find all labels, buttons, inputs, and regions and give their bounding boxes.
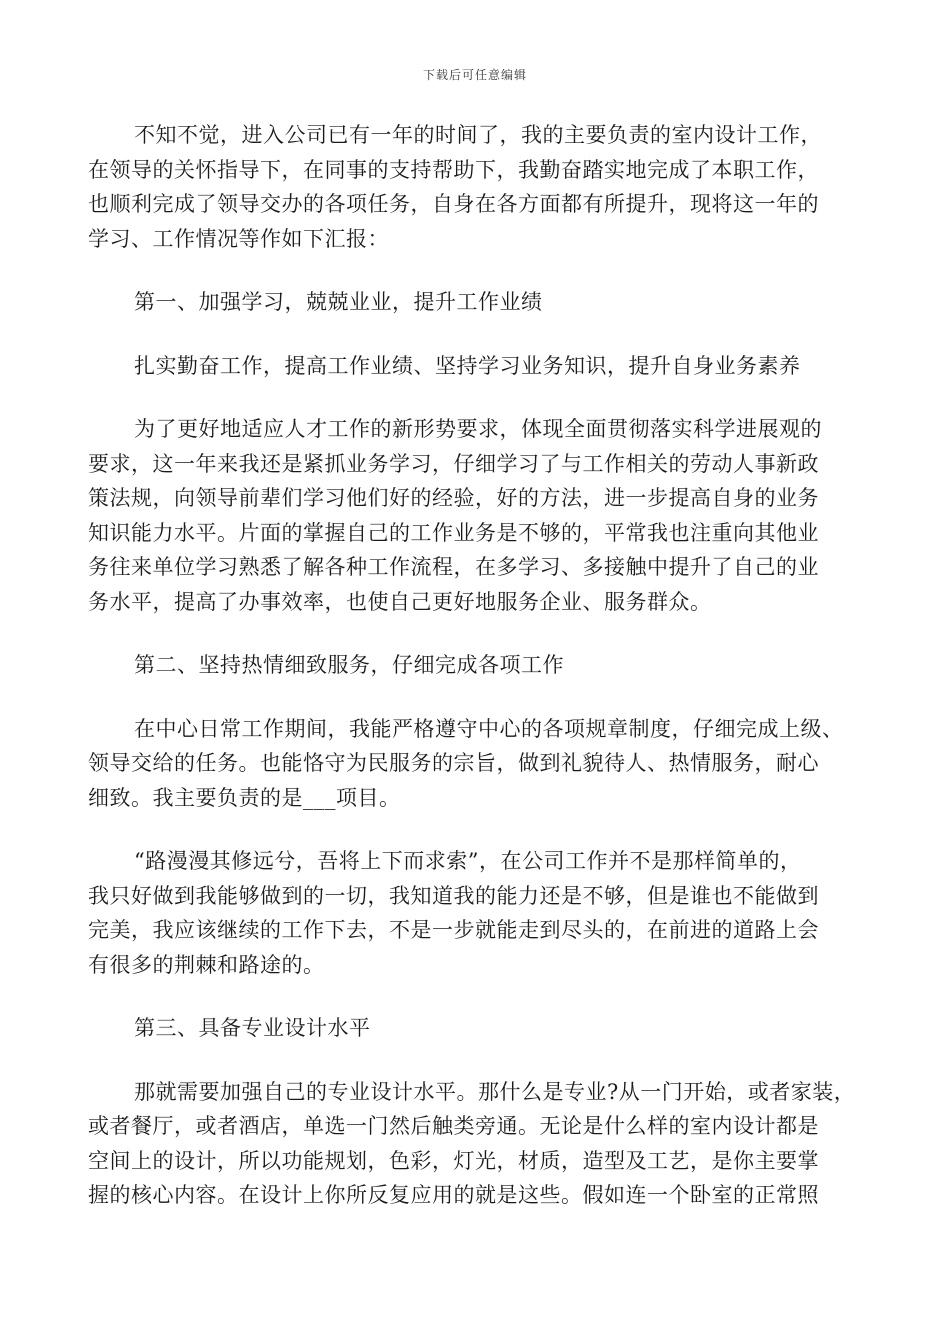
paragraph-line: 那就需要加强自己的专业设计水平。那什么是专业?从一门开始，或者家装， xyxy=(134,1079,856,1104)
paragraph xyxy=(88,844,868,982)
paragraph-line: 策法规，向领导前辈们学习他们好的经验，好的方法，进一步提高自身的业务 xyxy=(88,486,819,510)
paragraph-line: 我只好做到我能够做到的一切，我知道我的能力还是不够，但是谁也不能做到 xyxy=(88,883,819,908)
paragraph-line: 学习、工作情况等作如下汇报： xyxy=(88,226,389,251)
paragraph xyxy=(88,118,868,256)
paragraph xyxy=(88,285,868,320)
paragraph-line: 为了更好地适应人才工作的新形势要求，体现全面贯彻落实科学进展观的 xyxy=(134,417,822,441)
paragraph-line: 有很多的荆棘和路途的。 xyxy=(88,952,325,977)
paragraph-line: 也顺利完成了领导交办的各项任务，自身在各方面都有所提升，现将这一年的 xyxy=(88,192,819,216)
paragraph-line: 第三、具备专业设计水平 xyxy=(134,1016,371,1040)
paragraph-line: 务往来单位学习熟悉了解各种工作流程，在多学习、多接触中提升了自己的业 xyxy=(88,555,819,579)
paragraph xyxy=(88,1011,868,1046)
document-body xyxy=(88,118,868,1242)
paragraph-line: 领导交给的任务。也能恪守为民服务的宗旨，做到礼貌待人、热情服务，耐心 xyxy=(88,751,819,775)
paragraph-line: 扎实勤奋工作，提高工作业绩、坚持学习业务知识，提升自身业务素养 xyxy=(134,353,801,378)
paragraph-line: 握的核心内容。在设计上你所反复应用的就是这些。假如连一个卧室的正常照 xyxy=(88,1183,819,1207)
paragraph-line: 在中心日常工作期间，我能严格遵守中心的各项规章制度，仔细完成上级、 xyxy=(134,716,844,741)
paragraph-line: 第二、坚持热情细致服务，仔细完成各项工作 xyxy=(134,653,564,677)
page-header-note: 下载后可任意编辑 xyxy=(422,68,527,82)
paragraph-line: 不知不觉，进入公司已有一年的时间了，我的主要负责的室内设计工作， xyxy=(134,123,822,147)
paragraph-line: 第一、加强学习，兢兢业业，提升工作业绩 xyxy=(134,290,543,314)
paragraph-line: 空间上的设计，所以功能规划，色彩，灯光，材质，造型及工艺，是你主要掌 xyxy=(88,1148,819,1173)
paragraph-line: 在领导的关怀指导下，在同事的支持帮助下，我勤奋踏实地完成了本职工作， xyxy=(88,157,819,182)
paragraph-line: “路漫漫其修远兮，吾将上下而求索”，在公司工作并不是那样简单的， xyxy=(134,849,802,873)
paragraph xyxy=(88,1075,868,1213)
paragraph-line: 完美，我应该继续的工作下去，不是一步就能走到尽头的，在前进的道路上会 xyxy=(88,918,819,942)
paragraph-line: 要求，这一年来我还是紧抓业务学习，仔细学习了与工作相关的劳动人事新政 xyxy=(88,451,819,476)
paragraph xyxy=(88,349,868,384)
paragraph-line: 务水平，提高了办事效率，也使自己更好地服务企业、服务群众。 xyxy=(88,589,712,614)
paragraph xyxy=(88,712,868,816)
paragraph-line: 知识能力水平。片面的掌握自己的工作业务是不够的，平常我也注重向其他业 xyxy=(88,520,819,545)
paragraph-line: 或者餐厅，或者酒店，单选一门然后触类旁通。无论是什么样的室内设计都是 xyxy=(88,1114,819,1138)
paragraph xyxy=(88,648,868,683)
paragraph-line: 细致。我主要负责的是___项目。 xyxy=(88,785,401,810)
paragraph xyxy=(88,412,868,619)
